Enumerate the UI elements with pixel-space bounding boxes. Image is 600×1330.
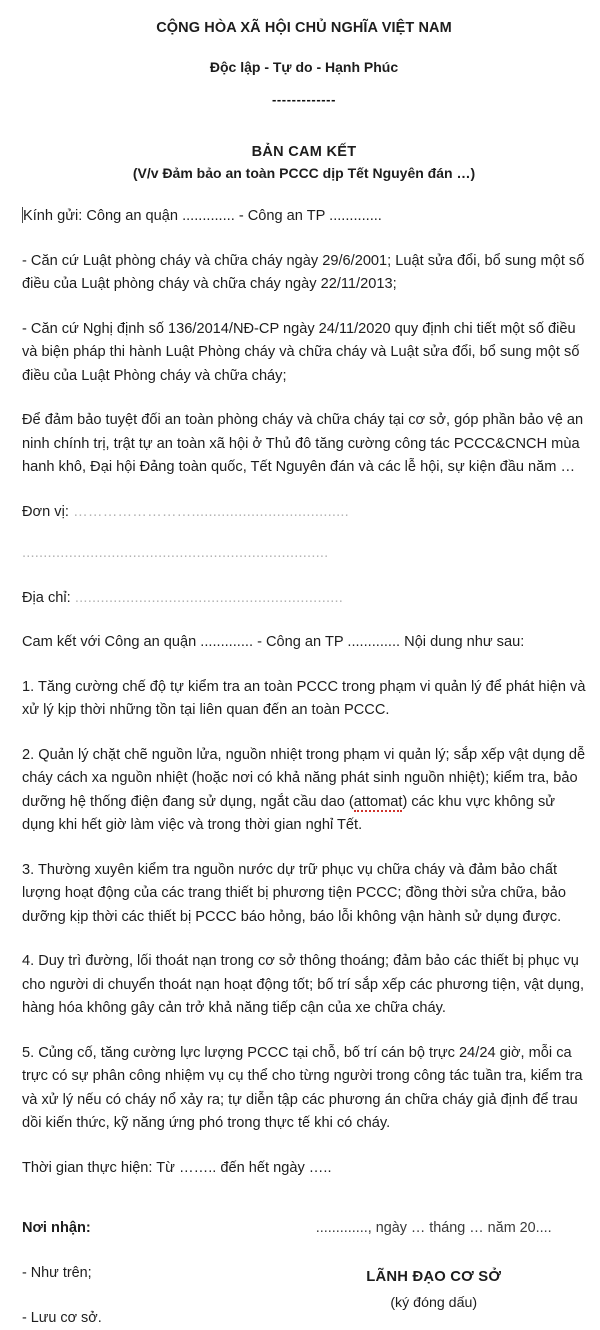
- commitment-item-1: 1. Tăng cường chế độ tự kiểm tra an toàn PCCC trong phạm vi quản lý để phát hiện và xử lý kịp thời những tồn tại liên quan đến an toàn PCCC.: [22, 678, 586, 718]
- commitment-item-4: 4. Duy trì đường, lối thoát nạn trong cơ sở thông thoáng; đảm bảo các thiết bị phục vụ cho người di chuyển thoát nạn hoạt động tốt; bố trí sắp xếp các phương tiện, vật dụng, hàng hóa không gây cản trở khả năng tiếp cận của xe chữa cháy.: [22, 953, 584, 1016]
- footer-recipients-column: [22, 1217, 281, 1330]
- commitment-item-2: [22, 744, 586, 838]
- purpose-paragraph: Để đảm bảo tuyệt đối an toàn phòng cháy và chữa cháy tại cơ sở, góp phần bảo vệ an ninh chính trị, trật tự an toàn xã hội ở Thủ đô tăng cường công tác PCCC&CNCH mùa hanh khô, Đại hội Đảng toàn quốc, Tết Nguyên đán và các lễ hội, sự kiện đầu năm …: [22, 412, 584, 475]
- commitment-item-3: 3. Thường xuyên kiểm tra nguồn nước dự trữ phục vụ chữa cháy và đảm bảo chất lượng hoạt động của các trang thiết bị phương tiện PCCC; đồng thời sửa chữa, bảo dưỡng kịp thời các thiết bị PCCC báo hỏng, báo lỗi không vận hành sử dụng được.: [22, 861, 567, 925]
- document-title: BẢN CAM KẾT: [251, 144, 357, 160]
- recipient-item-1: - Như trên;: [22, 1265, 92, 1281]
- national-heading: CỘNG HÒA XÃ HỘI CHỦ NGHĨA VIỆT NAM: [156, 20, 452, 36]
- document-title-block: [22, 144, 586, 181]
- legal-basis-1: - Căn cứ Luật phòng cháy và chữa cháy ngày 29/6/2001; Luật sửa đổi, bổ sung một số điều của Luật phòng cháy và chữa cháy ngày 22/11/2013;: [22, 252, 585, 292]
- duration-line: Thời gian thực hiện: Từ …….. đến hết ngày …..: [22, 1159, 332, 1176]
- address-field-line: [22, 587, 586, 611]
- signer-note: (ký đóng dấu): [390, 1295, 478, 1311]
- recipient-item-2: - Lưu cơ sở.: [22, 1310, 102, 1326]
- document-footer: [22, 1217, 586, 1330]
- item2-text-before: 2. Quản lý chặt chẽ nguồn lửa, nguồn nhiệt trong phạm vi quản lý; sắp xếp vật dụng dễ cháy cách xa nguồn nhiệt (hoặc nơi có khả năng phát sinh nguồn nhiệt); kiểm tra, bảo dưỡng hệ thống điện đang sử dụng, ngắt cầu dao (: [22, 746, 586, 810]
- address-fill-dots[interactable]: ...............................................................: [70, 589, 343, 606]
- document-subtitle: (V/v Đảm bảo an toàn PCCC dịp Tết Nguyên đán …): [132, 165, 476, 181]
- spellcheck-word-attomat[interactable]: attomat: [353, 793, 403, 810]
- unit-fill-dots[interactable]: …………………….....................................: [68, 503, 349, 520]
- unit-label: Đơn vị:: [22, 503, 69, 520]
- recipients-label: Nơi nhận:: [22, 1220, 91, 1236]
- item2-text-after: ) các khu vực không sử dụng khi hết giờ làm việc và trong thời gian nghỉ Tết.: [22, 793, 556, 833]
- unit-fill-dots-second[interactable]: ........................................................................: [22, 545, 329, 561]
- legal-basis-2: - Căn cứ Nghị định số 136/2014/NĐ-CP ngày 24/11/2020 quy định chi tiết một số điều và biện pháp thi hành Luật Phòng cháy và chữa cháy và Luật sửa đổi, bổ sung một số điều của Luật Phòng cháy và chữa cháy;: [22, 320, 580, 384]
- national-motto: Độc lập - Tự do - Hạnh Phúc: [209, 59, 399, 75]
- header-separator: -------------: [271, 92, 337, 107]
- signer-title: LÃNH ĐẠO CƠ SỞ: [366, 1269, 502, 1285]
- addressee-line: [22, 205, 586, 229]
- footer-signature-column: [281, 1217, 586, 1330]
- addressee-text: Kính gửi: Công an quận ............. - Công an TP .............: [23, 208, 382, 224]
- date-line[interactable]: ............., ngày … tháng … năm 20....: [315, 1220, 552, 1236]
- address-label: Địa chỉ:: [22, 589, 71, 606]
- commitment-item-5: 5. Củng cố, tăng cường lực lượng PCCC tại chỗ, bố trí cán bộ trực 24/24 giờ, mỗi ca trực có sự phân công nhiệm vụ cụ thể cho từng người trong công tác tuần tra, kiểm tra và xử lý nếu có cháy nổ xảy ra; tự diễn tập các phương án chữa cháy giả định để trau dồi kiến thức, kỹ năng ứng phó trong thực tế khi có cháy.: [22, 1044, 583, 1131]
- unit-field-line: [22, 501, 586, 525]
- commitment-intro: Cam kết với Công an quận ............. - Công an TP ............. Nội dung như sau:: [22, 634, 525, 650]
